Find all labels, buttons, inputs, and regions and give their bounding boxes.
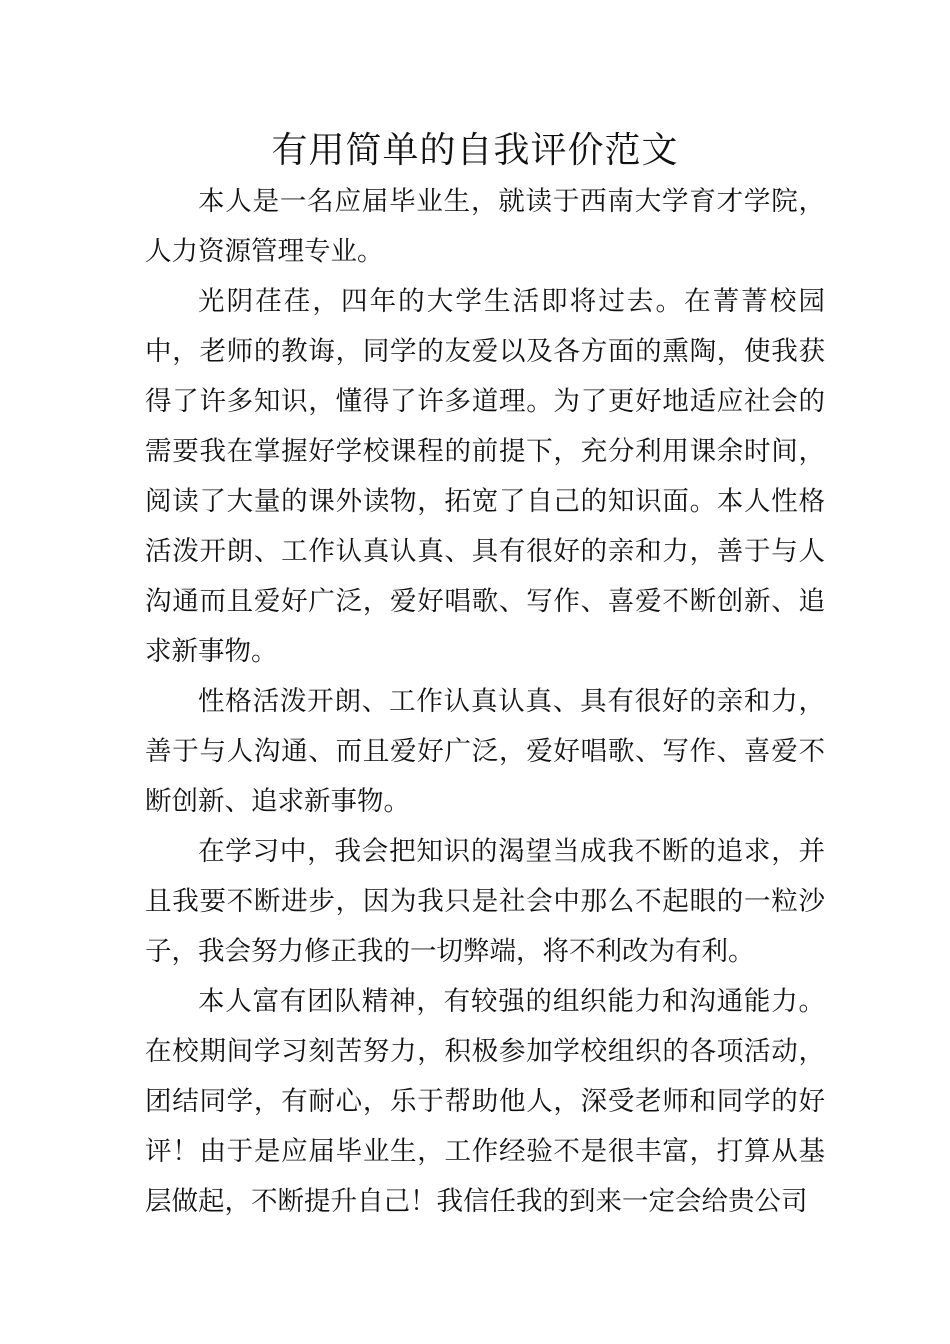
document-title: 有用简单的自我评价范文 [271, 130, 679, 171]
document-body [145, 177, 825, 1227]
paragraph-study: 在学习中，我会把知识的渴望当成我不断的追求，并且我要不断进步，因为我只是社会中那么不起眼的一粒沙子，我会努力修正我的一切弊端，将不利改为有利。 [145, 836, 825, 967]
paragraph-university-life: 光阴荏荏，四年的大学生活即将过去。在菁菁校园中，老师的教诲，同学的友爱以及各方面的熏陶，使我获得了许多知识，懂得了许多道理。为了更好地适应社会的需要我在掌握好学校课程的前提下，充分利用课余时间，阅读了大量的课外读物，拓宽了自己的知识面。本人性格活泼开朗、工作认真认真、具有很好的亲和力，善于与人沟通而且爱好广泛，爱好唱歌、写作、喜爱不断创新、追求新事物。 [145, 286, 825, 667]
paragraph-personality: 性格活泼开朗、工作认真认真、具有很好的亲和力，善于与人沟通、而且爱好广泛，爱好唱歌、写作、喜爱不断创新、追求新事物。 [145, 686, 825, 817]
paragraph-teamwork: 本人富有团队精神，有较强的组织能力和沟通能力。在校期间学习刻苦努力，积极参加学校组织的各项活动，团结同学，有耐心，乐于帮助他人，深受老师和同学的好评！由于是应届毕业生，工作经验不是很丰富，打算从基层做起，不断提升自己！我信任我的到来一定会给贵公司 [145, 986, 825, 1217]
paragraph-intro: 本人是一名应届毕业生，就读于西南大学育才学院，人力资源管理专业。 [145, 186, 825, 267]
